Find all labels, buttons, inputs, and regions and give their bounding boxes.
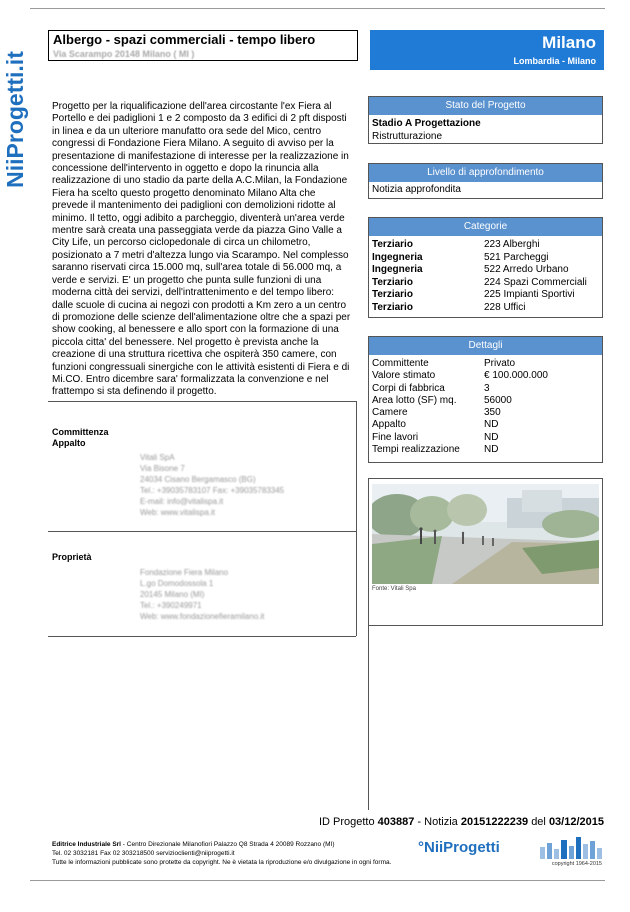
categoria-sector: Terziario (372, 239, 413, 250)
categoria-sector: Terziario (372, 301, 413, 313)
dettaglio-row (372, 370, 599, 382)
copyright: copyright 1964-2015 (551, 861, 602, 867)
categoria-row (372, 264, 599, 277)
contact-line: Fondazione Fiera Milano (140, 568, 229, 577)
categorie-header: Categorie (369, 218, 602, 236)
dettaglio-value: € 100.000.000 (484, 370, 548, 382)
categoria-code: 223 Alberghi (484, 239, 540, 250)
title-box (48, 30, 358, 61)
divider-vertical (368, 626, 369, 810)
categoria-code: 228 Uffici (484, 301, 526, 313)
footer-logo (418, 835, 602, 865)
divider (48, 636, 356, 637)
contact-line: Web: www.fondazionefieramilano.it (140, 612, 265, 621)
livello-panel (368, 163, 603, 199)
categoria-row (372, 289, 599, 302)
project-id-value: 403887 (377, 816, 415, 828)
livello-value: Notizia approfondita (372, 184, 461, 195)
city-name: Milano (542, 33, 596, 52)
dettaglio-value: 3 (484, 382, 490, 394)
livello-header: Livello di approfondimento (369, 164, 602, 182)
skyline-icon (540, 837, 602, 859)
dettaglio-row (372, 444, 599, 456)
dettaglio-value: Privato (484, 358, 516, 369)
top-rule (30, 8, 605, 9)
dettaglio-key: Corpi di fabbrica (372, 382, 445, 394)
dettagli-header: Dettagli (369, 337, 602, 355)
categoria-sector: Terziario (372, 289, 413, 301)
categoria-sector: Ingegneria (372, 251, 423, 263)
dettaglio-value: ND (484, 444, 499, 456)
contact-line: E-mail: info@vitalispa.it (140, 497, 224, 506)
side-logo-text: NiiProgetti.it (1, 50, 28, 188)
dettaglio-key: Appalto (372, 419, 406, 431)
footer-company: Editrice Industriale Srl (52, 841, 121, 848)
categoria-sector: Terziario (372, 276, 413, 288)
categorie-panel (368, 217, 603, 318)
footer-contacts: Tel. 02 3032181 Fax 02 303218500 servizioclienti@niiprogetti.it (52, 850, 235, 857)
notizia-value: 20151222239 (460, 816, 529, 828)
project-title: Albergo - spazi commerciali - tempo libero (53, 32, 316, 47)
dettagli-panel (368, 336, 603, 463)
del-label: del (531, 816, 546, 828)
project-id-label: ID Progetto (318, 816, 375, 828)
contact-line: 24034 Cisano Bergamasco (BG) (140, 475, 256, 484)
dettaglio-key: Committente (372, 358, 429, 369)
city-box (370, 30, 604, 70)
dettaglio-row (372, 432, 599, 444)
stato-stage: Stadio A Progettazione (372, 118, 481, 129)
project-id-line (312, 816, 604, 828)
notizia-label: - Notizia (417, 816, 458, 828)
contact-line: Tel.: +39035783107 Fax: +39035783345 (140, 486, 285, 495)
committenza-contact (140, 452, 284, 518)
dettaglio-key: Tempi realizzazione (372, 444, 460, 456)
dettaglio-value: 350 (484, 407, 501, 419)
divider (48, 531, 356, 532)
notizia-date: 03/12/2015 (548, 816, 604, 828)
dettaglio-value: 56000 (484, 394, 512, 406)
stato-panel (368, 96, 603, 144)
side-logo (2, 24, 28, 214)
contact-line: 20145 Milano (MI) (140, 590, 205, 599)
proprieta-label: Proprietà (52, 552, 92, 562)
footer-address: - Centro Direzionale Milanofiori Palazzo Q8 Strada 4 20089 Rozzano (MI) (121, 841, 335, 848)
categoria-row (372, 277, 599, 290)
footer-logo-text: °NiiProgetti (418, 839, 500, 856)
dettaglio-row (372, 419, 599, 431)
dettaglio-row (372, 407, 599, 419)
categoria-row (372, 252, 599, 265)
categoria-code: 224 Spazi Commerciali (484, 276, 587, 288)
categoria-row (372, 239, 599, 252)
dettaglio-key: Area lotto (SF) mq. (372, 394, 457, 406)
stato-type: Ristrutturazione (372, 130, 443, 142)
footer-disclaimer: Tutte le informazioni pubblicate sono protette da copyright. Ne è vietata la riproduzione e/o divulgazione in ogni forma. (52, 859, 392, 866)
project-address: Via Scarampo 20148 Milano ( MI ) (53, 49, 195, 59)
divider (48, 401, 356, 402)
dettaglio-value: ND (484, 431, 499, 443)
dettaglio-row (372, 383, 599, 395)
contact-line: Web: www.vitalispa.it (140, 508, 215, 517)
contact-line: Via Bisone 7 (140, 464, 185, 473)
dettaglio-value: ND (484, 419, 499, 431)
categoria-sector: Ingegneria (372, 264, 423, 276)
project-description: Progetto per la riqualificazione dell'area circostante l'ex Fiera al Portello e dei padiglioni 1 e 2 composto da 3 edifici di 2 pft disposti in linea e da un ulteriore manufatto ora sede del Mico, centro congressi di Fondazione Fiera Milano. A seguito di avviso per la presentazione di manifestazione di interesse per la realizzazione in concessione dell'intervento in oggetto e dopo la rinuncia alla realizzazione di uno stadio da parte della A.C.Milan, la Fondazione Fiera ha scelto questo progetto denominato Milano Alta che prevede il mantenimento dei padiglioni con demolizioni ridotte al minimo. Il tetto, oggi adibito a parcheggio, diventerà un'area verde mentre sarà creata una passeggiata verde da piazza Gino Valle a City Life, un percorso ciclopedonale di circa un chilometro, posizionato a 7 metri d'altezza lungo via Scarampo. Nel complesso saranno riservati circa 15.000 mq, sull'area totale di 56.000 mq, a verde e servizi. E' un progetto che punta sulle funzioni di una moderna città dei servizi, dell'intrattenimento e del tempo libero: dalle scuole di cucina ai negozi con prodotti a Km zero a un centro di promozione delle scienze dell'alimentazione oltre che a spazi per show cooking, al benessere e allo sport con la formazione di una piccola citta' del benessere. Nel progetto è prevista anche la creazione di una struttura ricettiva che ospiterà 350 camere, con funzioni congressuali sinergiche con le attività esistenti di Fiera e di Mi.CO. Entro dicembre sara' formalizzata la convenzione e nel frattempo si sta definendo il progetto. (52, 101, 351, 398)
categoria-code: 225 Impianti Sportivi (484, 289, 575, 301)
dettaglio-row (372, 358, 599, 370)
bottom-rule (30, 880, 605, 881)
contact-line: Tel.: +390249971 (140, 601, 202, 610)
contact-line: Vitali SpA (140, 453, 175, 462)
footer (52, 840, 432, 867)
image-caption: Fonte: Vitali Spa (372, 586, 416, 592)
proprieta-contact (140, 567, 264, 622)
dettaglio-row (372, 395, 599, 407)
project-image-panel (368, 478, 603, 626)
categoria-code: 521 Parcheggi (484, 251, 549, 263)
dettaglio-key: Camere (372, 407, 408, 419)
contact-line: L.go Domodossola 1 (140, 579, 214, 588)
divider-vertical (356, 401, 357, 636)
categoria-code: 522 Arredo Urbano (484, 264, 569, 276)
project-rendering-image (372, 484, 599, 584)
committenza-label: Committenza (52, 427, 109, 437)
categoria-row (372, 302, 599, 315)
dettaglio-key: Valore stimato (372, 370, 436, 382)
appalto-label: Appalto (52, 438, 86, 448)
region-name: Lombardia - Milano (513, 56, 596, 66)
stato-header: Stato del Progetto (369, 97, 602, 115)
dettaglio-key: Fine lavori (372, 431, 419, 443)
